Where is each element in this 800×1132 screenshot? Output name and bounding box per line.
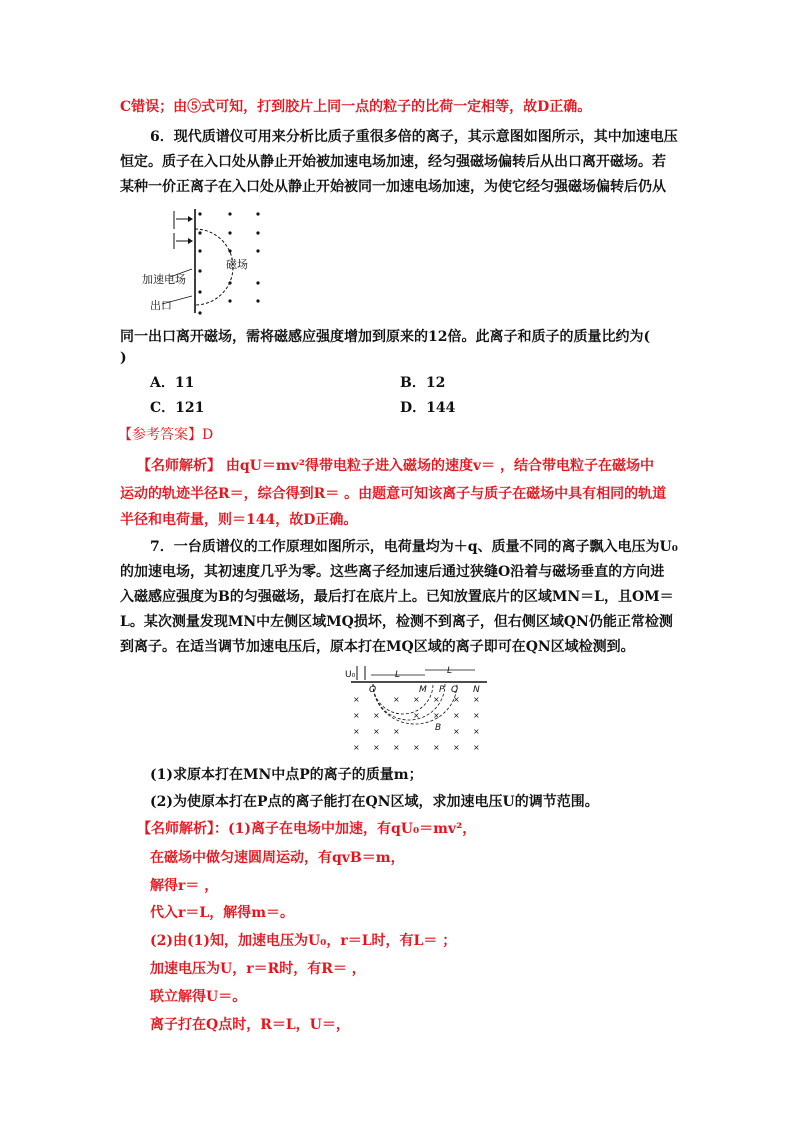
accel-field-label: 加速电场	[142, 273, 186, 286]
solution-line-4: 代入r＝L，解得m＝。	[150, 905, 295, 921]
explanation-line-3: 半径和电荷量，则＝144，故D正确。	[120, 512, 358, 528]
svg-text:×: ×	[353, 743, 360, 752]
u0-label: U₀	[345, 670, 356, 680]
c-wrong-text: C错误；由⑤式可知，打到胶片上同一点的粒子的比荷一定相等，故D正确。	[120, 99, 592, 115]
svg-text:×: ×	[353, 711, 360, 720]
solution-line-3: 解得r＝ ，	[150, 878, 219, 894]
svg-text:×: ×	[473, 727, 480, 736]
svg-text:×: ×	[373, 743, 380, 752]
solution-line-8: 离子打在Q点时，R＝L，U＝，	[150, 1017, 350, 1033]
solution-line-2: 在磁场中做匀速圆周运动，有qvB＝m，	[150, 850, 405, 866]
option-a: A．11	[150, 375, 195, 391]
svg-text:×: ×	[373, 727, 380, 736]
q7-sub-1: (1)求原本打在MN中点P的离子的质量m；	[150, 767, 423, 783]
svg-text:×: ×	[413, 695, 420, 704]
option-d: D．144	[400, 400, 456, 416]
q7-sub-2: (2)为使原本打在P点的离子能打在QN区域，求加速电压U的调节范围。	[150, 794, 599, 810]
q6-line-1: 6．现代质谱仪可用来分析比质子重很多倍的离子，其示意图如图所示，其中加速电压	[150, 129, 678, 145]
b-field-label: B	[435, 723, 442, 733]
svg-text:×: ×	[453, 695, 460, 704]
svg-text:×: ×	[393, 727, 400, 736]
solution-line-1: 【名师解析】：(1)离子在电场中加速，有qU₀＝mv²，	[137, 821, 477, 837]
option-b: B．12	[400, 375, 446, 391]
l1-label: L	[395, 670, 401, 680]
svg-text:×: ×	[473, 711, 480, 720]
q7-line-2: 的加速电场，其初速度几乎为零。这些离子经加速后通过狭缝O沿着与磁场垂直的方向进	[120, 564, 665, 580]
svg-text:×: ×	[413, 743, 420, 752]
option-c: C．121	[150, 400, 205, 416]
q7-line-1: 7．一台质谱仪的工作原理如图所示，电荷量均为＋q、质量不同的离子飘入电压为U₀	[150, 539, 678, 555]
svg-text:×: ×	[433, 695, 440, 704]
solution-line-5: (2)由(1)知，加速电压为U₀，r＝L时，有L＝ ；	[150, 933, 457, 949]
explanation-line-2: 运动的轨迹半径R＝，综合得到R＝ 。由题意可知该离子与质子在磁场中具有相同的轨道	[120, 486, 667, 502]
q6-line-4: 同一出口离开磁场，需将磁感应强度增加到原来的12倍。此离子和质子的质量比约为(	[120, 329, 651, 345]
m-point-label: M	[419, 685, 427, 695]
svg-text:×: ×	[353, 695, 360, 704]
p-point-label: P	[439, 685, 445, 695]
magnetic-field-label: 磁场	[226, 258, 248, 271]
q7-line-5: 到离子。在适当调节加速电压后，原本打在MQ区域的离子即可在QN区域检测到。	[120, 639, 635, 655]
svg-text:×: ×	[453, 727, 460, 736]
q6-line-2: 恒定。质子在入口处从静止开始被加速电场加速，经匀强磁场偏转后从出口离开磁场。若	[120, 154, 666, 170]
svg-text:×: ×	[453, 711, 460, 720]
svg-text:×: ×	[393, 695, 400, 704]
mass-spectrometer-figure-1	[140, 205, 280, 320]
n-point-label: N	[473, 685, 480, 695]
q6-line-5: )	[120, 350, 127, 366]
q-point-label: Q	[451, 685, 459, 695]
svg-text:×: ×	[373, 711, 380, 720]
l2-label: L	[447, 666, 453, 676]
answer-label: 【参考答案】D	[118, 427, 214, 443]
exit-label: 出口	[150, 299, 172, 312]
svg-text:×: ×	[433, 711, 440, 720]
mass-spectrometer-figure-2	[335, 664, 495, 760]
solution-line-6: 加速电压为U，r＝R时，有R＝ ，	[150, 961, 366, 977]
solution-line-7: 联立解得U＝。	[150, 989, 247, 1005]
svg-text:×: ×	[393, 743, 400, 752]
explanation-line-1: 【名师解析】 由qU＝mv²得带电粒子进入磁场的速度v＝ ，结合带电粒子在磁场中	[137, 458, 654, 474]
svg-text:×: ×	[353, 727, 360, 736]
q6-line-3: 某种一价正离子在入口处从静止开始被同一加速电场加速，为使它经匀强磁场偏转后仍从	[120, 179, 666, 195]
svg-text:×: ×	[413, 711, 420, 720]
svg-text:×: ×	[453, 743, 460, 752]
svg-text:×: ×	[473, 743, 480, 752]
q7-line-4: L。某次测量发现MN中左侧区域MQ损坏，检测不到离子，但右侧区域QN仍能正常检测	[120, 614, 673, 630]
svg-text:×: ×	[433, 743, 440, 752]
q7-line-3: 入磁感应强度为B的匀强磁场，最后打在底片上。已知放置底片的区域MN＝L，且OM＝	[120, 589, 674, 605]
svg-text:×: ×	[473, 695, 480, 704]
o-point-label: O	[369, 685, 377, 695]
